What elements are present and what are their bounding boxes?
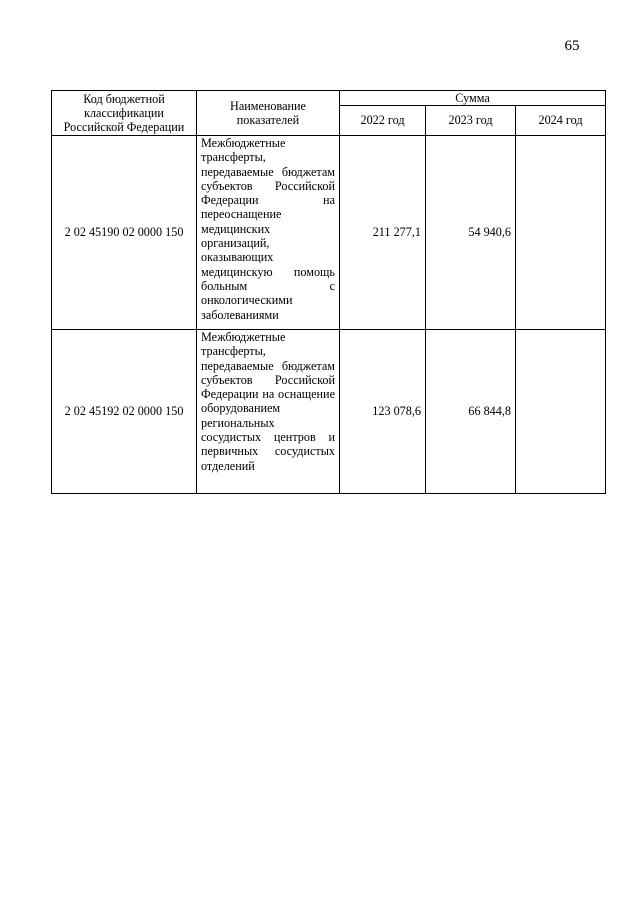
row-value-2024 [516, 330, 606, 494]
table-row [52, 136, 606, 330]
row-value-2024 [516, 136, 606, 330]
header-name: Наименование показателей [197, 91, 340, 136]
row-code: 2 02 45192 02 0000 150 [52, 330, 197, 494]
header-sum: Сумма [340, 91, 606, 106]
header-year-2023: 2023 год [426, 106, 516, 136]
budget-table [51, 90, 606, 494]
header-year-2024: 2024 год [516, 106, 606, 136]
row-value-2023: 66 844,8 [426, 330, 516, 494]
header-code: Код бюджетной классификации Российской Федерации [52, 91, 197, 136]
row-name: Межбюджетные трансферты, передаваемые бюджетам субъектов Российской Федерации на переоснащение медицинских организаций, оказывающих медицинскую помощь больным с онкологическими заболеваниями [197, 136, 340, 330]
row-value-2022: 123 078,6 [340, 330, 426, 494]
row-value-2022: 211 277,1 [340, 136, 426, 330]
table-row [52, 330, 606, 494]
row-code: 2 02 45190 02 0000 150 [52, 136, 197, 330]
page-number: 65 [564, 38, 580, 54]
row-name: Межбюджетные трансферты, передаваемые бюджетам субъектов Российской Федерации на оснащение оборудованием региональных сосудистых центров и первичных сосудистых отделений [197, 330, 340, 494]
row-value-2023: 54 940,6 [426, 136, 516, 330]
header-year-2022: 2022 год [340, 106, 426, 136]
table-header-row [52, 91, 606, 106]
